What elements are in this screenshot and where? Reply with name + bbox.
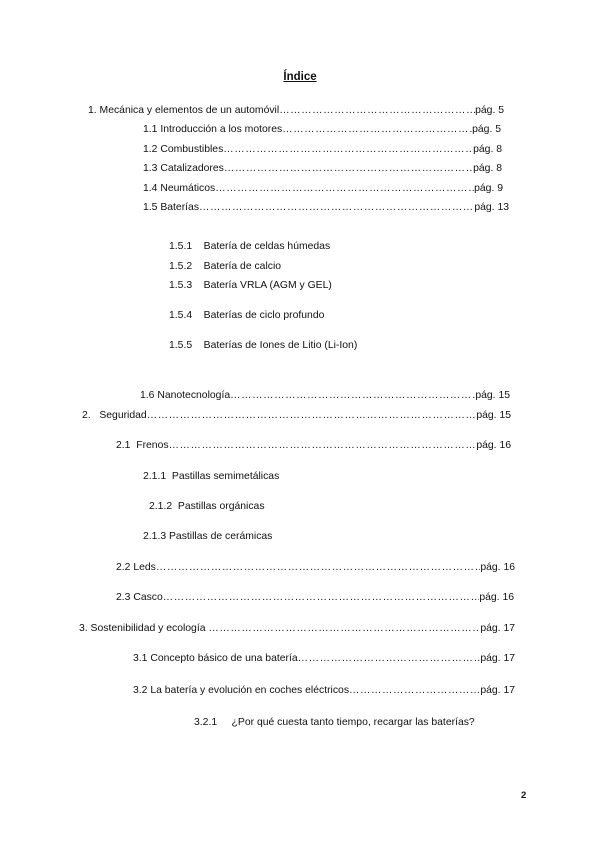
- toc-entry-text: 1.6 Nanotecnología: [140, 390, 231, 401]
- leader-dots: [163, 591, 480, 604]
- toc-entry-1-5-2[interactable]: 1.5.2 Batería de calcio: [169, 261, 282, 272]
- toc-entry-text: 1.2 Combustibles: [143, 144, 224, 155]
- toc-entry-page: pág. 15: [475, 390, 510, 401]
- toc-entry-page: pág. 9: [474, 183, 503, 194]
- toc-entry-page: pág. 17: [480, 653, 515, 664]
- toc-entry-page: pág. 8: [473, 144, 502, 155]
- toc-entry-text: 1.4 Neumáticos: [143, 183, 216, 194]
- toc-entry-1-6[interactable]: [140, 389, 510, 402]
- toc-entry-2[interactable]: [82, 409, 511, 422]
- leader-dots: [279, 104, 475, 117]
- toc-entry-text: 1.3 Catalizadores: [143, 163, 224, 174]
- toc-entry-1-5-3[interactable]: 1.5.3 Batería VRLA (AGM y GEL): [169, 280, 332, 291]
- toc-entry-page: pág. 8: [473, 163, 502, 174]
- leader-dots: [223, 143, 473, 156]
- toc-entry-1-4[interactable]: [143, 182, 503, 195]
- toc-entry-page: pág. 16: [480, 562, 515, 573]
- toc-entry-page: pág. 17: [480, 685, 515, 696]
- leader-dots: [147, 409, 477, 422]
- leader-dots: [156, 561, 480, 574]
- toc-entry-text: 1. Mecánica y elementos de un automóvil: [88, 105, 280, 116]
- toc-entry-text: 2. Seguridad: [82, 410, 147, 421]
- page-title: Índice: [283, 71, 317, 83]
- leader-dots: [282, 123, 472, 136]
- toc-entry-page: pág. 16: [479, 592, 514, 603]
- toc-entry-page: pág. 5: [475, 105, 504, 116]
- toc-entry-1-5[interactable]: [143, 201, 509, 214]
- toc-entry-1-5-1[interactable]: 1.5.1 Batería de celdas húmedas: [169, 241, 331, 252]
- leader-dots: [199, 201, 474, 214]
- leader-dots: [349, 684, 480, 697]
- page-number: 2: [521, 790, 527, 801]
- toc-entry-page: pág. 15: [476, 410, 511, 421]
- toc-entry-2-1[interactable]: [116, 439, 511, 452]
- toc-entry-2-3[interactable]: [116, 591, 514, 604]
- toc-entry-3-1[interactable]: [133, 652, 515, 665]
- toc-entry-1-3[interactable]: [143, 162, 502, 175]
- toc-entry-2-1-2[interactable]: 2.1.2 Pastillas orgánicas: [149, 501, 265, 512]
- toc-entry-text: 3.2 La batería y evolución en coches eléctricos: [133, 685, 350, 696]
- leader-dots: [230, 389, 475, 402]
- toc-entry-2-1-3[interactable]: 2.1.3 Pastillas de cerámicas: [143, 531, 273, 542]
- toc-entry-text: 1.5 Baterías: [143, 202, 200, 213]
- toc-entry-3-2[interactable]: [133, 684, 515, 697]
- toc-entry-text: 2.2 Leds: [116, 562, 156, 573]
- toc-entry-text: 2.1 Frenos: [116, 440, 169, 451]
- toc-entry-page: pág. 5: [472, 124, 501, 135]
- toc-entry-text: 3.1 Concepto básico de una batería: [133, 653, 298, 664]
- toc-entry-1-5-5[interactable]: 1.5.5 Baterías de Iones de Litio (Li-Ion): [169, 340, 358, 351]
- toc-entry-3-2-1[interactable]: 3.2.1 ¿Por qué cuesta tanto tiempo, recargar las baterías?: [194, 717, 475, 728]
- toc-entry-2-1-1[interactable]: 2.1.1 Pastillas semimetálicas: [143, 471, 280, 482]
- toc-entry-page: pág. 16: [476, 440, 511, 451]
- toc-entry-2-2[interactable]: [116, 561, 515, 574]
- toc-entry-page: pág. 17: [480, 623, 515, 634]
- toc-entry-text: 3. Sostenibilidad y ecología: [79, 623, 209, 634]
- toc-entry-3[interactable]: [79, 622, 515, 635]
- toc-entry-page: pág. 13: [474, 202, 509, 213]
- toc-entry-text: 1.1 Introducción a los motores: [143, 124, 283, 135]
- leader-dots: [215, 182, 474, 195]
- leader-dots: [298, 652, 481, 665]
- leader-dots: [169, 439, 477, 452]
- toc-entry-1-1[interactable]: [143, 123, 501, 136]
- toc-entry-text: 2.3 Casco: [116, 592, 163, 603]
- leader-dots: [208, 622, 480, 635]
- leader-dots: [224, 162, 473, 175]
- toc-entry-1-5-4[interactable]: 1.5.4 Baterías de ciclo profundo: [169, 310, 325, 321]
- toc-entry-1-2[interactable]: [143, 143, 502, 156]
- toc-entry-1[interactable]: [88, 104, 504, 117]
